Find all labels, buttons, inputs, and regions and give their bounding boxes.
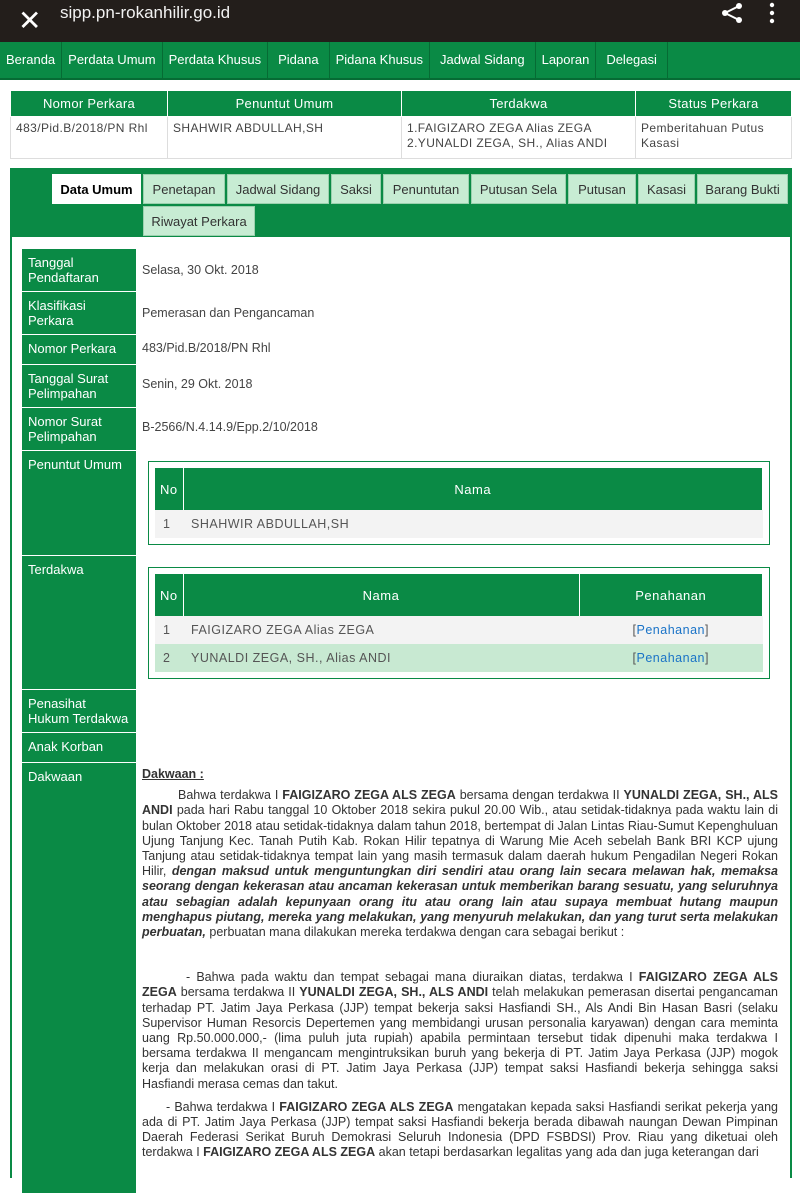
value-tanggal-surat: Senin, 29 Okt. 2018 bbox=[142, 377, 253, 391]
terdakwa-row-1-penahanan: [Penahanan] bbox=[579, 616, 763, 644]
summary-nomor: 483/Pid.B/2018/PN Rhl bbox=[11, 117, 168, 159]
penuntut-table bbox=[155, 468, 763, 538]
summary-terdakwa-1: 1.FAIGIZARO ZEGA Alias ZEGA bbox=[407, 121, 592, 135]
terdakwa-header-penahanan: Penahanan bbox=[579, 574, 763, 616]
dakwaan-paragraph-2: - Bahwa pada waktu dan tempat sebagai mana diuraikan diatas, terdakwa I FAIGIZARO ZEGA ALS ZEGA bersama terdakwa II YUNALDI ZEGA, SH., ALS ANDI telah melakukan pemerasan disertai pengancaman terhadap PT. Jatim Jaya Perkasa (JJP) tempat bekerja saksi Hasfiandi SH., Als Andi Bin Hasan Basri (selaku Supervisor Human Resorcis Depertemen yang membidangi urusan personalia karyawan) dengan cara meminta uang Rp.50.000.000,- (lima puluh juta rupiah) apabila permintaan tersebut tidak dipenuhi maka terdakwa I bersama terdakwa II mengancam mengintruksikan buruh yang bekerja di PT. Jatim Jaya Perkasa (JJP) mogok kerja dan melakukan orasi di PT. Jatim Jaya Perkasa (JJP) tempat saksi Hasfiandi bekerja sehingga saksi Hasfiandi merasa cemas dan takut. bbox=[142, 970, 778, 1091]
terdakwa-row-1-nama: FAIGIZARO ZEGA Alias ZEGA bbox=[183, 616, 579, 644]
summary-penuntut: SHAHWIR ABDULLAH,SH bbox=[168, 117, 402, 159]
value-tanggal-pendaftaran: Selasa, 30 Okt. 2018 bbox=[142, 263, 259, 277]
nav-laporan[interactable]: Laporan bbox=[536, 42, 597, 78]
nav-pidana-khusus[interactable]: Pidana Khusus bbox=[330, 42, 430, 78]
label-dakwaan: Dakwaan bbox=[22, 763, 136, 1193]
tab-saksi[interactable]: Saksi bbox=[331, 174, 381, 204]
value-klasifikasi: Pemerasan dan Pengancaman bbox=[142, 306, 315, 320]
terdakwa-row-2-no: 2 bbox=[155, 644, 183, 672]
summary-terdakwa bbox=[402, 117, 636, 159]
tab-putusan[interactable]: Putusan bbox=[568, 174, 636, 204]
share-icon[interactable] bbox=[720, 2, 744, 24]
close-icon[interactable]: ✕ bbox=[18, 5, 42, 36]
label-nomor-perkara: Nomor Perkara bbox=[22, 335, 136, 364]
label-terdakwa: Terdakwa bbox=[22, 556, 136, 689]
table-row bbox=[155, 644, 763, 672]
nav-beranda[interactable]: Beranda bbox=[0, 42, 62, 78]
terdakwa-row-2-penahanan: [Penahanan] bbox=[579, 644, 763, 672]
dakwaan-paragraph-1: Bahwa terdakwa I FAIGIZARO ZEGA ALS ZEGA bersama dengan terdakwa II YUNALDI ZEGA, SH., ALS ANDI pada hari Rabu tanggal 10 Oktober 2018 sekira pukul 20.00 Wib., atau setidak-tidaknya pada waktu lain di bulan Oktober 2018 atau setidak-tidaknya dalam tahun 2018, bertempat di Jalan Lintas Riau-Sumut Kepenghuluan Ujung Tanjung Kec. Tanah Putih Kab. Rokan Hilir tepatnya di Warung Mie Aceh sebelah Bank BRI KCP ujung Tanjung atau setidak-tidaknya tempat lain yang masih termasuk dalam daerah hukum Pengadilan Negeri Rokan Hilir, dengan maksud untuk menguntungkan diri sendiri atau orang lain secara melawan hak, memaksa seorang dengan kekerasan atau ancaman kekerasan untuk memberikan barang sesuatu, yang seluruhnya atau sebagian adalah kepunyaan orang itu atau orang lain atau supaya membuat hutang maupun menghapus piutang, mereka yang melakukan, yang menyuruh melakukan, dan yang turut serta melakukan perbuatan, perbuatan mana dilakukan mereka terdakwa dengan cara sebagai berikut : bbox=[142, 788, 779, 940]
data-umum-content bbox=[12, 237, 790, 1181]
nav-perdata-khusus[interactable]: Perdata Khusus bbox=[163, 42, 269, 78]
terdakwa-table-box bbox=[148, 567, 770, 679]
dakwaan-paragraph-3: - Bahwa terdakwa I FAIGIZARO ZEGA ALS ZEGA mengatakan kepada saksi Hasfiandi serikat pekerja yang ada di PT. Jatim Jaya Perkasa (JJP) tempat saksi Hasfiandi bekerja berada dibawah naungan Dewan Pimpinan Daerah Federasi Serikat Buruh Demokrasi Seluruh Indonesia (DPD FSBDSI) Prov. Riau yang diketuai oleh terdakwa I FAIGIZARO ZEGA ALS ZEGA akan tetapi berdasarkan legalitas yang ada dan juga keterangan dari bbox=[142, 1099, 778, 1160]
terdakwa-header-nama: Nama bbox=[183, 574, 579, 616]
tab-riwayat-perkara[interactable]: Riwayat Perkara bbox=[143, 206, 255, 236]
tab-kasasi[interactable]: Kasasi bbox=[638, 174, 695, 204]
summary-status: Pemberitahuan Putus Kasasi bbox=[636, 117, 792, 159]
nav-jadwal-sidang[interactable]: Jadwal Sidang bbox=[430, 42, 536, 78]
value-nomor-perkara: 483/Pid.B/2018/PN Rhl bbox=[142, 341, 271, 355]
main-nav bbox=[0, 42, 800, 80]
tab-penuntutan[interactable]: Penuntutan bbox=[383, 174, 469, 204]
nav-perdata-umum[interactable]: Perdata Umum bbox=[62, 42, 162, 78]
detail-panel bbox=[10, 168, 792, 1178]
label-anak-korban: Anak Korban bbox=[22, 733, 136, 762]
table-row bbox=[155, 616, 763, 644]
label-nomor-surat: Nomor Surat Pelimpahan bbox=[22, 408, 136, 450]
tab-jadwal-sidang[interactable]: Jadwal Sidang bbox=[227, 174, 329, 204]
case-summary-table bbox=[10, 90, 792, 159]
penahanan-link-1[interactable]: Penahanan bbox=[636, 623, 705, 637]
penuntut-table-box bbox=[148, 461, 770, 545]
tab-penetapan[interactable]: Penetapan bbox=[143, 174, 225, 204]
table-row bbox=[155, 510, 763, 538]
penuntut-header-no: No bbox=[155, 468, 183, 510]
tab-data-umum[interactable]: Data Umum bbox=[52, 174, 141, 204]
tab-barang-bukti[interactable]: Barang Bukti bbox=[697, 174, 788, 204]
dakwaan-title: Dakwaan : bbox=[142, 767, 204, 781]
penuntut-row-no: 1 bbox=[155, 510, 183, 538]
terdakwa-row-1-no: 1 bbox=[155, 616, 183, 644]
penuntut-row-nama: SHAHWIR ABDULLAH,SH bbox=[183, 510, 763, 538]
penahanan-link-2[interactable]: Penahanan bbox=[636, 651, 705, 665]
value-nomor-surat: B-2566/N.4.14.9/Epp.2/10/2018 bbox=[142, 420, 318, 434]
nav-delegasi[interactable]: Delegasi bbox=[596, 42, 668, 78]
header-penuntut-umum: Penuntut Umum bbox=[168, 91, 402, 117]
label-penuntut-umum: Penuntut Umum bbox=[22, 451, 136, 555]
more-vert-icon[interactable] bbox=[762, 2, 782, 24]
browser-url-bar bbox=[0, 0, 800, 42]
terdakwa-header-no: No bbox=[155, 574, 183, 616]
dakwaan-text bbox=[142, 767, 778, 1161]
header-terdakwa: Terdakwa bbox=[402, 91, 636, 117]
url-text[interactable]: sipp.pn-rokanhilir.go.id bbox=[60, 3, 231, 22]
penuntut-header-nama: Nama bbox=[183, 468, 763, 510]
header-status-perkara: Status Perkara bbox=[636, 91, 792, 117]
label-tanggal-surat: Tanggal Surat Pelimpahan bbox=[22, 365, 136, 407]
label-tanggal-pendaftaran: Tanggal Pendaftaran bbox=[22, 249, 136, 291]
header-nomor-perkara: Nomor Perkara bbox=[11, 91, 168, 117]
label-klasifikasi: Klasifikasi Perkara bbox=[22, 292, 136, 334]
terdakwa-table bbox=[155, 574, 763, 672]
summary-terdakwa-2: 2.YUNALDI ZEGA, SH., Alias ANDI bbox=[407, 136, 608, 150]
tab-putusan-sela[interactable]: Putusan Sela bbox=[471, 174, 566, 204]
terdakwa-row-2-nama: YUNALDI ZEGA, SH., Alias ANDI bbox=[183, 644, 579, 672]
nav-pidana[interactable]: Pidana bbox=[268, 42, 329, 78]
label-penasihat-hukum: Penasihat Hukum Terdakwa bbox=[22, 690, 136, 732]
